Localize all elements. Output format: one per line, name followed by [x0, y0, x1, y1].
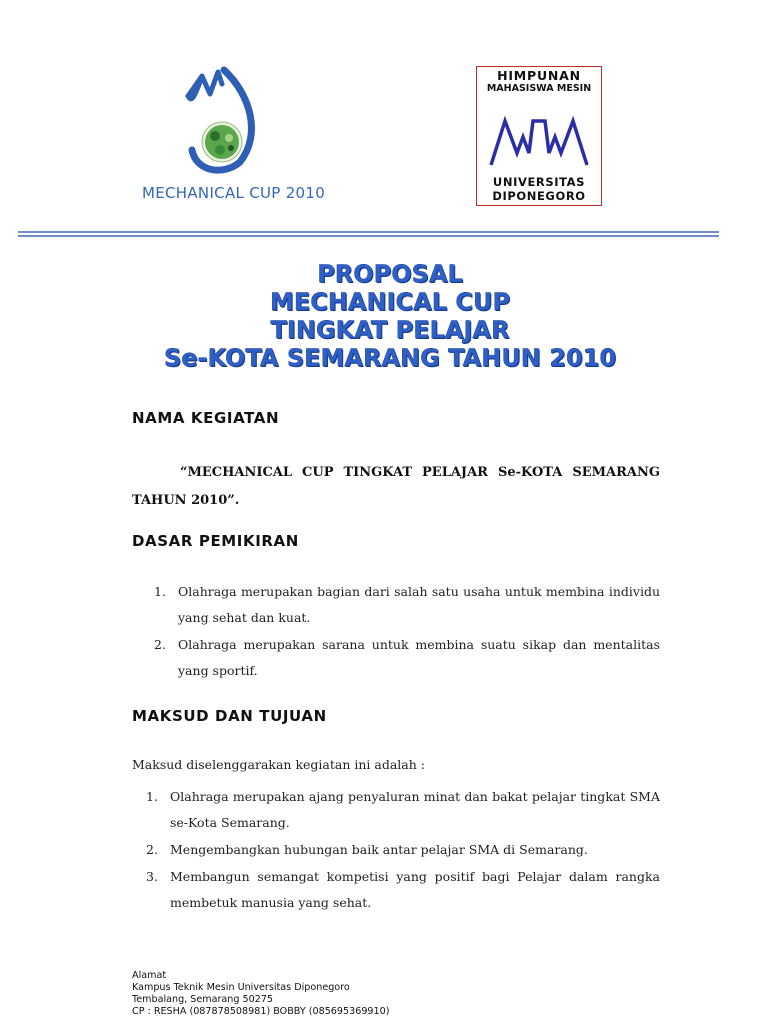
list-text: Olahraga merupakan ajang penyaluran minat dan bakat pelajar tingkat SMA se-Kota Semarang.	[170, 789, 660, 830]
list-text: Mengembangkan hubungan baik antar pelajar SMA di Semarang.	[170, 842, 588, 857]
himpunan-logo	[476, 66, 602, 206]
footer-line: Alamat	[132, 970, 167, 981]
mechanical-cup-logo	[140, 64, 326, 214]
list-number: 2.	[146, 842, 158, 857]
footer-line: CP : RESHA (087878508981) BOBBY (085695369910)	[132, 1006, 390, 1017]
proposal-title	[60, 260, 720, 372]
page-footer	[132, 970, 390, 1018]
title-line-4: Se-KOTA SEMARANG TAHUN 2010	[163, 344, 617, 372]
list-number: 1.	[154, 584, 166, 599]
footer-line: Tembalang, Semarang 50275	[132, 994, 274, 1005]
logo-text-mahasiswa-mesin: MAHASISWA MESIN	[486, 83, 592, 94]
heading-dasar-pemikiran: DASAR PEMIKIRAN	[132, 532, 299, 550]
title-line-1: PROPOSAL	[317, 260, 463, 288]
list-text: Olahraga merupakan sarana untuk membina suatu sikap dan mentalitas yang sportif.	[178, 637, 660, 678]
dasar-pemikiran-list	[132, 579, 660, 685]
maksud-intro-text: Maksud diselenggarakan kegiatan ini adalah :	[132, 757, 425, 772]
list-item	[132, 864, 660, 916]
list-item	[132, 784, 660, 836]
logo-caption: MECHANICAL CUP 2010	[142, 184, 326, 202]
hmm-emblem-icon	[487, 107, 591, 173]
list-number: 2.	[154, 637, 166, 652]
logo-text-diponegoro: DIPONEGORO	[492, 189, 586, 203]
list-item	[132, 579, 660, 631]
event-name-text: “MECHANICAL CUP TINGKAT PELAJAR Se-KOTA SEMARANG TAHUN 2010”.	[132, 465, 660, 508]
list-item	[132, 632, 660, 684]
footer-line: Kampus Teknik Mesin Universitas Diponegoro	[132, 982, 350, 993]
list-item	[132, 837, 660, 863]
header-divider	[18, 231, 719, 237]
title-line-2: MECHANICAL CUP	[269, 288, 511, 316]
logo-text-himpunan: HIMPUNAN	[497, 68, 581, 83]
maksud-tujuan-list	[132, 784, 660, 917]
list-text: Olahraga merupakan bagian dari salah satu usaha untuk membina individu yang sehat dan kuat.	[178, 584, 660, 625]
mechanical-cup-emblem-icon	[140, 64, 310, 182]
heading-nama-kegiatan: NAMA KEGIATAN	[132, 409, 280, 427]
logo-text-universitas: UNIVERSITAS	[492, 175, 586, 189]
heading-maksud-tujuan: MAKSUD DAN TUJUAN	[132, 707, 327, 725]
list-number: 1.	[146, 789, 158, 804]
list-text: Membangun semangat kompetisi yang positif bagi Pelajar dalam rangka membetuk manusia yang sehat.	[170, 869, 660, 910]
title-line-3: TINGKAT PELAJAR	[270, 316, 510, 344]
list-number: 3.	[146, 869, 158, 884]
